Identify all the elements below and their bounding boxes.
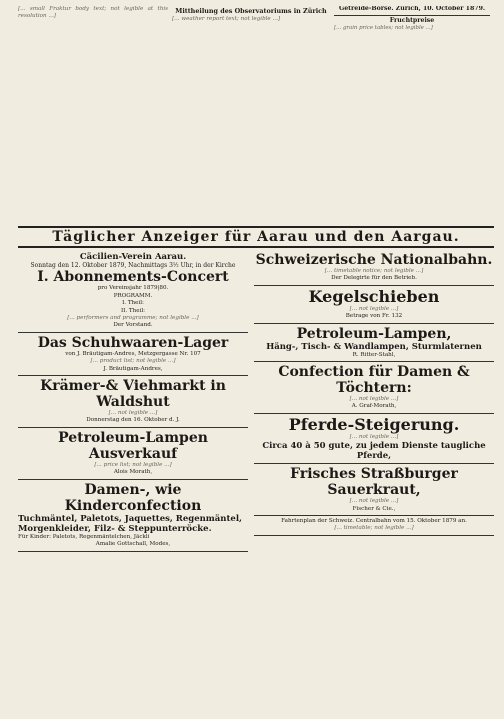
- ad-event: I. Abonnements-Concert: [37, 269, 229, 286]
- column-2: [172, 6, 330, 224]
- ad-signoff: Alois Morath,: [113, 469, 153, 476]
- column-2-text: [... weather report text; not legible ...]: [172, 16, 281, 23]
- ad-text: [... not legible ...]: [349, 498, 399, 505]
- ad-signoff: R. Ritter-Stahl,: [352, 351, 396, 358]
- ad-title: Das Schuhwaaren-Lager: [37, 334, 229, 351]
- left-ads: [18, 250, 248, 719]
- masthead: Täglicher Anzeiger für Aarau und den Aargau.: [18, 226, 494, 248]
- ad-signoff: Der Vorstand.: [113, 322, 153, 329]
- ad-title: Krämer-& Viehmarkt in Waldshut: [40, 378, 226, 411]
- ad-confection-damen: [254, 362, 494, 414]
- ad-title: Damen-, wie Kinderconfection: [64, 481, 202, 514]
- ad-text: [... not legible ...]: [349, 305, 399, 312]
- ad-firm: von J. Bräutigam-Andres, Metzgergasse Nr. 107: [65, 350, 201, 357]
- programme-text: [... performers and programme; not legible ...]: [67, 315, 199, 322]
- ad-title: Cäcilien-Verein Aarau.: [79, 252, 187, 262]
- ad-date: Donnerstag den 16. Oktober d. J.: [86, 417, 180, 424]
- ad-text: [... price list; not legible ...]: [94, 461, 172, 468]
- ad-title: Pferde-Steigerung.: [288, 414, 460, 434]
- ad-date: Sonntag den 12. Oktober 1879, Nachmittags 3½ Uhr, in der Kirche: [30, 262, 236, 269]
- ad-title: Petroleum-Lampen Ausverkauf: [58, 429, 208, 462]
- ad-signoff: Amalie Gottschall, Modes,: [95, 541, 171, 548]
- ad-sauerkraut: [254, 464, 494, 516]
- top-columns: [18, 6, 494, 224]
- programme-heading: PROGRAMM.: [113, 292, 153, 299]
- ad-horse-count: Circa 40 à 50 gute, zu jedem Dienste taugliche Pferde,: [262, 441, 486, 462]
- ad-caecilien-verein: [18, 250, 248, 333]
- ad-pferde-steigerung: [254, 414, 494, 464]
- right-ads: [254, 250, 494, 719]
- ad-lampen-ausverkauf: [18, 428, 248, 480]
- ad-schuhwaaren: [18, 333, 248, 376]
- ad-viehmarkt: [18, 376, 248, 428]
- divider: [334, 15, 490, 16]
- ad-title: Confection für Damen & Töchtern:: [278, 364, 470, 397]
- ad-signoff: Fischer & Cie.,: [352, 505, 396, 512]
- ad-nationalbahn: [254, 250, 494, 286]
- ad-confection: [18, 480, 248, 552]
- ad-signoff: Der Delegirte für den Betrieb.: [331, 275, 417, 282]
- column-3-market: [334, 6, 490, 224]
- ad-petroleum-lampen: [254, 324, 494, 362]
- observatory-heading: Mittheilung des Observatoriums in Zürich: [175, 7, 327, 15]
- ad-title: Petroleum-Lampen,: [296, 325, 452, 342]
- ad-text: [... not legible ...]: [108, 410, 158, 417]
- ad-text: [... not legible ...]: [349, 433, 399, 440]
- column-1: [18, 6, 168, 224]
- ad-signoff: J. Bräutigam-Andres,: [103, 365, 163, 372]
- ad-text: [... not legible ...]: [349, 396, 399, 403]
- column-1-text: [... small Fraktur body text; not legible at this resolution ...]: [18, 6, 168, 20]
- ad-title: Kegelschieben: [308, 286, 440, 306]
- grain-exchange-heading: Getreide-Börse. Zürich, 10. October 1879.: [338, 6, 486, 12]
- ad-text: [... product list; not legible ...]: [90, 358, 176, 365]
- ad-fahrtenplan: [254, 516, 494, 536]
- ad-text: [... timetable; not legible ...]: [334, 525, 414, 532]
- programme-part-2: II. Theil:: [120, 307, 146, 314]
- ad-items: Tuchmäntel, Paletots, Jaquettes, Regenmäntel, Morgenkleider, Filz- & Steppunterröcke.: [18, 513, 243, 534]
- ad-text: [... timetable notice; not legible ...]: [324, 268, 424, 274]
- ad-title: Schweizerische Nationalbahn.: [255, 252, 493, 268]
- ads-area: [18, 250, 494, 719]
- programme-part-1: I. Theil:: [122, 300, 144, 307]
- ad-title: Frisches Straßburger Sauerkraut,: [290, 466, 458, 499]
- ad-sub: pro Vereinsjahr 1879|80.: [97, 285, 169, 292]
- ad-signoff: A. Graf-Morath,: [351, 403, 397, 410]
- ad-kegelschieben: [254, 286, 494, 324]
- ad-amount: Betrage von Fr. 132: [345, 313, 403, 320]
- fruit-prices-heading: Fruchtpreise: [389, 16, 435, 24]
- ad-sub: Häng-, Tisch- & Wandlampen, Sturmlaternen: [266, 341, 482, 352]
- ad-title: Fahrtenplan der Schweiz. Centralbahn vom 15. Oktober 1879 an.: [281, 518, 467, 525]
- market-text: [... grain price tables; not legible ...]: [334, 24, 433, 31]
- ad-kinder: Für Kinder: Paletots, Regenmäntelchen, Jäckli: [18, 533, 150, 540]
